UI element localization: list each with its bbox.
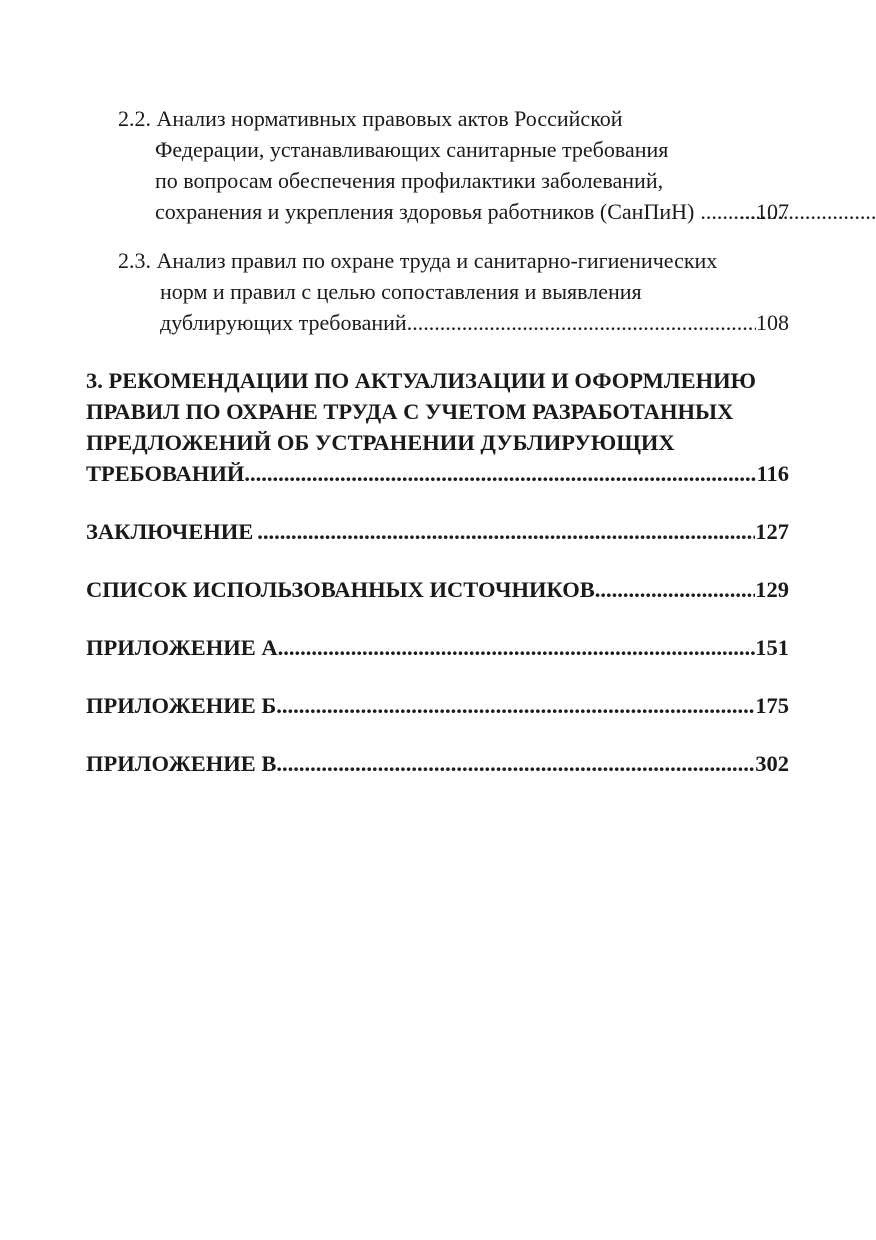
toc-section-3-line3: ПРЕДЛОЖЕНИЙ ОБ УСТРАНЕНИИ ДУБЛИРУЮЩИХ [86, 430, 675, 455]
toc-section-3-page: 116 [756, 461, 789, 486]
toc-item-2-2-title-end: сохранения и укрепления здоровья работников (СанПиН) [155, 199, 695, 224]
toc-leader-dots [407, 308, 756, 338]
toc-appendix-v-page: 302 [755, 751, 789, 776]
toc-leader-dots [276, 691, 755, 721]
toc-appendix-a [86, 633, 789, 663]
toc-item-2-2-line3: по вопросам обеспечения профилактики заболеваний, [155, 168, 664, 193]
toc-conclusion-title: ЗАКЛЮЧЕНИЕ [86, 519, 254, 544]
toc-item-2-2-page: ...107 [739, 199, 789, 224]
toc-appendix-b-page: 175 [755, 693, 789, 718]
toc-conclusion-page: 127 [755, 519, 789, 544]
toc-item-2-3-title-end: дублирующих требований [160, 310, 407, 335]
toc-item-2-2-page-number: 107 [756, 199, 789, 224]
toc-leader-dots [257, 517, 755, 547]
toc-item-2-3-line2: норм и правил с целью сопоставления и выявления [160, 279, 642, 304]
toc-item-2-2-line2: Федерации, устанавливающих санитарные требования [155, 137, 669, 162]
toc-leader-dots [278, 633, 756, 663]
toc-conclusion [86, 517, 789, 547]
toc-section-3-line2: ПРАВИЛ ПО ОХРАНЕ ТРУДА С УЧЕТОМ РАЗРАБОТАННЫХ [86, 399, 734, 424]
toc-section-3-title-end: ТРЕБОВАНИЙ [86, 461, 245, 486]
toc-appendix-v-title: ПРИЛОЖЕНИЕ В [86, 751, 277, 776]
toc-item-2-2-line1: 2.2. Анализ нормативных правовых актов Российской [118, 106, 623, 131]
toc-leader-dots [595, 575, 756, 605]
toc-appendix-a-title: ПРИЛОЖЕНИЕ А [86, 635, 278, 660]
toc-leader-dots [276, 749, 755, 779]
toc-appendix-v [86, 749, 789, 779]
toc-section-3-line4 [86, 459, 789, 489]
toc-references-title: СПИСОК ИСПОЛЬЗОВАННЫХ ИСТОЧНИКОВ [86, 577, 595, 602]
toc-section-3-line1: 3. РЕКОМЕНДАЦИИ ПО АКТУАЛИЗАЦИИ И ОФОРМЛЕНИЮ [86, 368, 756, 393]
toc-item-2-2-line4 [155, 197, 789, 227]
toc-references [86, 575, 789, 605]
toc-appendix-a-page: 151 [755, 635, 789, 660]
toc-appendix-b-title: ПРИЛОЖЕНИЕ Б [86, 693, 277, 718]
toc-item-2-3-line3 [160, 308, 789, 338]
toc-references-page: 129 [755, 577, 789, 602]
toc-item-2-3-line1: 2.3. Анализ правил по охране труда и санитарно-гигиенических [118, 248, 718, 273]
toc-item-2-3-page: 108 [756, 310, 789, 335]
toc-appendix-b [86, 691, 789, 721]
toc-leader-dots [244, 459, 756, 489]
